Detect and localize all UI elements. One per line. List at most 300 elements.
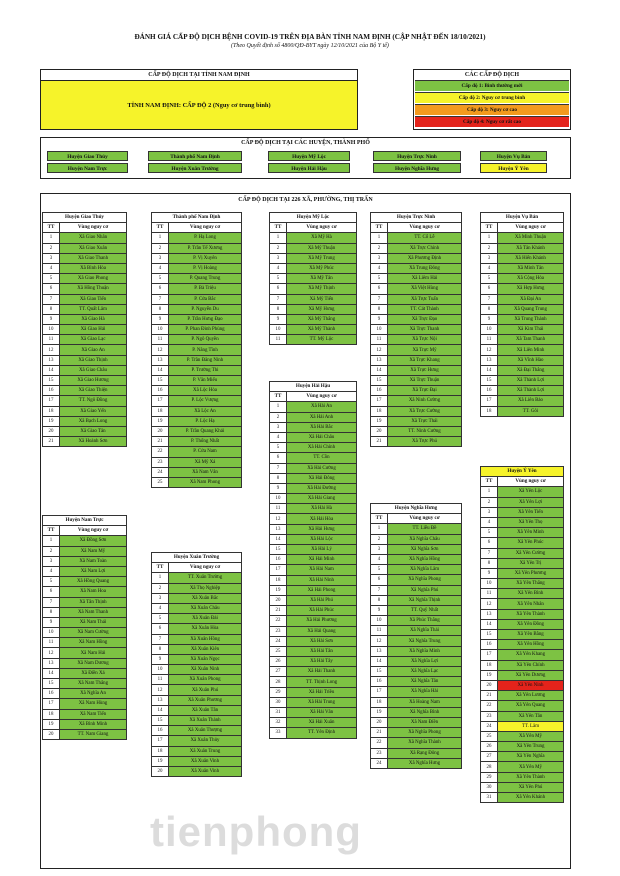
row-number: 12 [371,345,388,355]
row-number: 4 [152,603,169,613]
table-row [43,355,127,365]
row-number: 18 [152,746,169,756]
row-number: 2 [371,243,388,253]
commune-cell: Xã Nghĩa Bình [388,707,462,717]
table-row [270,595,357,605]
district-1-4: Huyện Ý Yên [480,163,547,173]
commune-cell: Xã Giao Nhân [60,233,127,243]
row-number: 3 [152,253,169,263]
table-row [481,314,564,324]
district-0-0: Huyện Giao Thủy [47,151,128,161]
commune-cell: P. Nguyễn Du [169,304,242,314]
row-number: 12 [481,345,498,355]
table-row [152,477,242,487]
commune-cell: Xã Xuân Vinh [169,766,242,776]
table-row [371,355,462,365]
row-number: 4 [481,263,498,273]
commune-cell: Xã Đồng Sơn [60,536,127,546]
row-number: 4 [481,517,498,527]
row-number: 1 [481,487,498,497]
row-number: 1 [481,233,498,243]
commune-cell: Xã Quang Trung [498,304,564,314]
commune-cell: Xã Nghĩa Minh [388,646,462,656]
table-row [152,573,242,583]
table-row [270,524,357,534]
row-number: 14 [43,365,60,375]
commune-cell: Xã Mỹ Phúc [287,263,357,273]
table-row [43,335,127,345]
commune-cell: Xã Yên Thành [498,609,564,619]
commune-cell: Xã Điền Xá [60,668,127,678]
commune-cell: Xã Hải Phong [287,585,357,595]
table-row [371,728,462,738]
commune-cell: Xã Yên Dương [498,670,564,680]
table-row [481,355,564,365]
commune-table-vu-ban [480,212,564,417]
table-row [43,658,127,668]
row-number: 18 [43,406,60,416]
commune-cell: Xã Đại An [498,294,564,304]
commune-cell: Xã Phương Định [388,253,462,263]
table-row [371,304,462,314]
row-number: 12 [152,345,169,355]
table-row [371,697,462,707]
commune-cell: Xã Giao Hương [60,376,127,386]
table-row [371,416,462,426]
commune-cell: Xã Nghĩa Trung [388,636,462,646]
commune-table-my-loc [269,212,357,345]
row-number: 6 [152,624,169,634]
commune-cell: Xã Xuân Hòa [169,624,242,634]
row-number: 14 [481,365,498,375]
row-number: 17 [152,736,169,746]
row-number: 20 [43,426,60,436]
legend-header: CÁC CẤP ĐỘ DỊCH [464,72,520,78]
table-row [481,304,564,314]
commune-cell: Xã Hải Châu [287,432,357,442]
commune-cell: Xã Yên Minh [498,528,564,538]
table-row [270,718,357,728]
row-number: 19 [43,719,60,729]
table-row [481,497,564,507]
row-number: 9 [371,314,388,324]
commune-cell: Xã Xuân Kiên [169,644,242,654]
table-row [481,742,564,752]
commune-cell: Xã Mỹ Tiến [287,294,357,304]
table-row [270,504,357,514]
commune-cell: Xã Nam Thái [60,617,127,627]
legend-box [413,69,571,130]
row-number: 16 [43,689,60,699]
row-number: 9 [152,654,169,664]
table-row [371,585,462,595]
row-number: 17 [152,396,169,406]
row-number: 17 [481,650,498,660]
table-row [481,640,564,650]
district-0-2: Huyện Mỹ Lộc [268,151,350,161]
commune-cell: Xã Nghĩa Thành [388,738,462,748]
col-tt-header: TT [152,223,169,233]
commune-cell: Xã Hải Thanh [287,667,357,677]
row-number: 18 [152,406,169,416]
col-zone-header: Vùng nguy cơ [287,392,357,402]
row-number: 13 [481,355,498,365]
row-number: 20 [152,426,169,436]
table-row [481,589,564,599]
commune-cell: Xã Nghĩa Sơn [388,544,462,554]
commune-cell: Xã Yên Mỹ [498,762,564,772]
commune-cell: Xã Nghĩa Thịnh [388,595,462,605]
row-number: 14 [152,705,169,715]
table-row [270,555,357,565]
table-row [371,284,462,294]
commune-cell: Xã Hải An [287,402,357,412]
row-number: 10 [270,494,287,504]
row-number: 21 [43,437,60,447]
commune-cell: Xã Liên Minh [498,345,564,355]
row-number: 2 [270,412,287,422]
row-number: 14 [371,656,388,666]
commune-cell: Xã Phúc Thắng [388,616,462,626]
table-row [481,752,564,762]
col-tt-header: TT [371,223,388,233]
commune-cell: Xã Minh Tân [498,263,564,273]
row-number: 19 [371,416,388,426]
table-row [152,386,242,396]
row-number: 7 [43,597,60,607]
row-number: 5 [371,274,388,284]
table-row [43,556,127,566]
commune-cell: Xã Hải Vân [287,708,357,718]
col-zone-header: Vùng nguy cơ [388,223,462,233]
commune-cell: Xã Giao Yến [60,406,127,416]
commune-cell: Xã Hải Minh [287,555,357,565]
row-number: 11 [43,335,60,345]
table-row [152,274,242,284]
row-number: 4 [43,263,60,273]
commune-cell: P. Trường Thi [169,365,242,375]
table-row [481,609,564,619]
table-row [371,687,462,697]
commune-cell: Xã Bạch Long [60,416,127,426]
province-box [40,69,358,130]
table-row [270,443,357,453]
col-tt-header: TT [371,514,388,524]
commune-cell: TT. Gôi [498,406,564,416]
table-row [43,577,127,587]
row-number: 19 [43,416,60,426]
row-number: 11 [270,504,287,514]
row-number: 11 [152,675,169,685]
table-row [270,728,357,738]
commune-cell: TT. Yên Định [287,728,357,738]
table-row [371,524,462,534]
row-number: 29 [270,687,287,697]
commune-cell: Xã Trực Khang [388,355,462,365]
table-row [152,746,242,756]
table-row [371,263,462,273]
commune-table-giao-thuy [42,212,127,447]
row-number: 19 [152,756,169,766]
row-number: 26 [481,742,498,752]
commune-cell: Xã Đại Thắng [498,365,564,375]
row-number: 10 [43,628,60,638]
commune-cell: Xã Xuân Ngọc [169,654,242,664]
commune-cell: Xã Trung Thành [498,314,564,324]
commune-cell: Xã Hải Tây [287,657,357,667]
row-number: 7 [481,294,498,304]
commune-cell: Xã Giao Thịnh [60,355,127,365]
table-row [270,422,357,432]
communes-header: CẤP ĐỘ DỊCH TẠI 226 XÃ, PHƯỜNG, THỊ TRẤN [238,197,373,203]
row-number: 5 [481,274,498,284]
row-number: 1 [371,233,388,243]
commune-cell: Xã Trực Phú [388,437,462,447]
table-row [371,294,462,304]
commune-cell: Xã Yên Phú [498,782,564,792]
commune-cell: P. Bà Triệu [169,284,242,294]
commune-cell: Xã Yên Nhân [498,599,564,609]
table-row [270,494,357,504]
commune-cell: TT. Ninh Cường [388,426,462,436]
commune-cell: Xã Yên Bằng [498,630,564,640]
table-row [481,670,564,680]
table-row [270,534,357,544]
row-number: 8 [43,304,60,314]
commune-table-title: Huyện Ý Yên [481,467,564,477]
commune-cell: Xã Nghĩa Hồng [388,554,462,564]
commune-cell: P. Năng Tĩnh [169,345,242,355]
row-number: 3 [371,544,388,554]
table-row [152,304,242,314]
district-1-3: Huyện Nghĩa Hưng [373,163,461,173]
table-row [481,243,564,253]
table-row [371,406,462,416]
row-number: 10 [371,616,388,626]
table-row [152,376,242,386]
commune-cell: Xã Xuân Phương [169,695,242,705]
commune-cell: Xã Liên Bảo [498,396,564,406]
commune-cell: Xã Giao Hải [60,325,127,335]
row-number: 24 [270,636,287,646]
row-number: 11 [270,335,287,345]
row-number: 17 [371,687,388,697]
row-number: 5 [43,274,60,284]
commune-cell: Xã Yên Ninh [498,680,564,690]
commune-cell: P. Phan Đình Phùng [169,325,242,335]
commune-table-xuan-truong [151,552,242,777]
commune-cell: Xã Nam Hồng [60,638,127,648]
table-row [481,731,564,741]
commune-table-title: Huyện Trực Ninh [371,213,462,223]
col-zone-header: Vùng nguy cơ [60,526,127,536]
row-number: 17 [43,396,60,406]
commune-cell: Xã Nam Lợi [60,566,127,576]
row-number: 21 [481,691,498,701]
row-number: 20 [152,766,169,776]
table-row [371,575,462,585]
commune-cell: Xã Mỹ Hưng [287,304,357,314]
table-row [43,689,127,699]
table-row [371,565,462,575]
row-number: 8 [481,304,498,314]
table-row [152,603,242,613]
commune-cell: Xã Hồng Quang [60,577,127,587]
table-row [152,325,242,335]
table-row [371,396,462,406]
row-number: 2 [43,243,60,253]
row-number: 22 [481,701,498,711]
table-row [270,294,357,304]
row-number: 4 [152,263,169,273]
row-number: 5 [481,528,498,538]
row-number: 16 [43,386,60,396]
commune-cell: P. Vị Hoàng [169,263,242,273]
commune-cell: Xã Hải Đông [287,473,357,483]
table-row [371,636,462,646]
table-row [43,536,127,546]
row-number: 13 [152,355,169,365]
row-number: 3 [481,253,498,263]
table-row [43,396,127,406]
row-number: 20 [371,426,388,436]
commune-cell: P. Trần Đăng Ninh [169,355,242,365]
table-row [43,263,127,273]
commune-table-title: Huyện Vụ Bản [481,213,564,223]
commune-cell: Xã Hải Hà [287,504,357,514]
table-row [481,619,564,629]
col-tt-header: TT [43,223,60,233]
commune-cell: Xã Lộc Hòa [169,386,242,396]
table-row [270,657,357,667]
table-row [371,274,462,284]
row-number: 24 [152,467,169,477]
commune-cell: Xã Giao Thiện [60,386,127,396]
commune-cell: Xã Nam Hùng [60,699,127,709]
commune-cell: TT. Nam Giang [60,729,127,739]
commune-cell: Xã Hải Triều [287,687,357,697]
row-number: 24 [481,721,498,731]
table-row [43,314,127,324]
table-row [43,365,127,375]
row-number: 23 [270,626,287,636]
table-row [371,253,462,263]
row-number: 7 [371,585,388,595]
commune-table-nghia-hung [370,503,462,769]
row-number: 23 [371,748,388,758]
table-row [270,575,357,585]
table-row [270,646,357,656]
row-number: 9 [481,314,498,324]
commune-cell: Xã Cộng Hòa [498,274,564,284]
commune-cell: Xã Nam Toàn [60,556,127,566]
row-number: 2 [152,583,169,593]
table-row [481,721,564,731]
table-row [43,304,127,314]
row-number: 13 [371,355,388,365]
row-number: 5 [43,577,60,587]
commune-cell: Xã Yên Lợi [498,497,564,507]
row-number: 1 [152,233,169,243]
table-row [270,243,357,253]
commune-cell: Xã Minh Thuận [498,233,564,243]
commune-cell: Xã Liêm Hải [388,274,462,284]
commune-cell: Xã Trực Thanh [388,325,462,335]
commune-cell: TT. Thịnh Long [287,677,357,687]
row-number: 14 [152,365,169,375]
commune-table-title: Huyện Nam Trực [43,516,127,526]
commune-cell: Xã Thọ Nghiệp [169,583,242,593]
row-number: 27 [481,752,498,762]
commune-cell: Xã Mỹ Thịnh [287,284,357,294]
row-number: 18 [371,406,388,416]
commune-cell: Xã Nghĩa Phú [388,585,462,595]
row-number: 4 [43,566,60,576]
commune-cell: Xã Nghĩa Châu [388,534,462,544]
page-subtitle: (Theo Quyết định số 4800/QĐ-BYT ngày 12/10/2021 của Bộ Y tế) [231,43,389,49]
commune-cell: Xã Giao Xuân [60,243,127,253]
table-row [152,345,242,355]
commune-cell: Xã Hải Sơn [287,636,357,646]
table-row [43,376,127,386]
row-number: 18 [371,697,388,707]
table-row [481,579,564,589]
table-row [481,548,564,558]
commune-cell: Xã Hải Trung [287,697,357,707]
table-row [43,617,127,627]
row-number: 5 [270,274,287,284]
row-number: 7 [270,294,287,304]
table-row [270,687,357,697]
row-number: 15 [43,679,60,689]
row-number: 4 [270,263,287,273]
table-row [270,453,357,463]
commune-table-title: Huyện Giao Thủy [43,213,127,223]
table-row [152,695,242,705]
watermark: tienphong [150,808,362,855]
row-number: 24 [371,758,388,768]
commune-cell: Xã Xuân Thượng [169,726,242,736]
commune-cell: Xã Xuân Phong [169,675,242,685]
table-row [270,677,357,687]
table-row [371,667,462,677]
table-row [43,437,127,447]
col-tt-header: TT [481,223,498,233]
col-tt-header: TT [270,223,287,233]
row-number: 17 [43,699,60,709]
commune-cell: Xã Nam Mỹ [60,546,127,556]
table-row [371,314,462,324]
col-tt-header: TT [152,563,169,573]
commune-cell: P. Văn Miếu [169,376,242,386]
table-row [481,507,564,517]
table-row [371,626,462,636]
table-row [43,406,127,416]
row-number: 3 [270,253,287,263]
commune-table-title: Huyện Xuân Trường [152,553,242,563]
table-row [371,595,462,605]
row-number: 22 [371,738,388,748]
commune-cell: Xã Trực Mỹ [388,345,462,355]
province-header: CẤP ĐỘ DỊCH TẠI TỈNH NAM ĐỊNH [41,70,357,81]
row-number: 21 [152,437,169,447]
table-row [481,711,564,721]
row-number: 28 [270,677,287,687]
row-number: 8 [152,304,169,314]
row-number: 8 [371,595,388,605]
row-number: 6 [481,538,498,548]
commune-cell: P. Quang Trung [169,274,242,284]
